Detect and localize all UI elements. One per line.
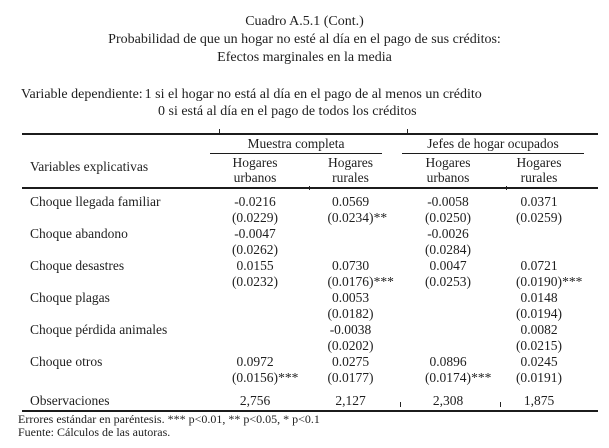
table-row-se <box>22 338 598 354</box>
value-cell <box>303 226 398 242</box>
value-cell <box>398 322 498 338</box>
row-label: Choque abandono <box>30 226 128 241</box>
value-cell: 0.0972 <box>236 354 274 369</box>
table-row-se <box>22 370 598 386</box>
se-cell: (0.0234) ** <box>327 210 388 225</box>
row-label: Choque pérdida animales <box>30 322 168 337</box>
row-label: Choque llegada familiar <box>30 194 161 209</box>
footnote-source: Fuente: Cálculos de las autoras. <box>18 425 171 439</box>
table-row <box>22 194 598 210</box>
se-cell: (0.0202) <box>327 338 374 353</box>
group-header-jefes-ocupados: Jefes de hogar ocupados <box>402 135 584 154</box>
se-cell: (0.0190) *** <box>515 274 583 289</box>
value-cell: 0.0148 <box>520 290 558 305</box>
value-cell: -0.0216 <box>234 194 276 209</box>
se-cell <box>398 338 498 354</box>
se-cell: (0.0176) *** <box>327 274 394 289</box>
se-cell: (0.0259) <box>515 210 563 225</box>
header-spacer <box>22 135 210 154</box>
value-cell: -0.0026 <box>427 226 469 241</box>
se-cell <box>398 306 498 322</box>
table-row-se <box>22 210 598 226</box>
dependent-variable-value2: 0 si está al día en el pago de todos los créditos <box>158 104 417 119</box>
se-cell: (0.0250) <box>424 210 472 225</box>
header-gap <box>382 135 402 154</box>
table-body <box>22 189 598 412</box>
table-row <box>22 258 598 274</box>
group-header-row <box>22 135 598 154</box>
significance-stars: *** <box>373 274 394 289</box>
value-cell: 0.0730 <box>331 258 370 273</box>
value-cell: 0.0896 <box>429 354 467 369</box>
se-cell <box>207 338 303 354</box>
observations-cell: 2,308 <box>432 393 464 408</box>
se-cell: (0.0177) <box>327 370 374 385</box>
footnote-standard-errors: Errores estándar en paréntesis. *** p<0.01, ** p<0.05, * p<0.1 <box>18 412 320 426</box>
value-cell: 0.0053 <box>331 290 370 305</box>
value-cell: 0.0155 <box>236 258 274 273</box>
value-cell <box>398 290 498 306</box>
table-subtitle: Efectos marginales en la media <box>217 50 392 65</box>
se-cell: (0.0182) <box>327 306 374 321</box>
se-cell: (0.0174) *** <box>424 370 492 385</box>
table-row <box>22 290 598 306</box>
value-cell: -0.0038 <box>329 322 372 337</box>
se-cell: (0.0262) <box>231 242 279 257</box>
significance-stars: ** <box>373 210 388 225</box>
value-cell: -0.0047 <box>234 226 276 241</box>
observations-cell: 2,756 <box>239 393 271 408</box>
row-label: Choque desastres <box>30 258 125 273</box>
table-row <box>22 322 598 338</box>
value-cell <box>207 322 303 338</box>
table-row-se <box>22 274 598 290</box>
footnotes <box>18 413 609 439</box>
table-number: Cuadro A.5.1 (Cont.) <box>245 14 364 29</box>
value-cell: 0.0371 <box>520 194 558 209</box>
se-cell: (0.0232) <box>231 274 279 289</box>
dependent-variable-label: Variable dependiente: <box>21 87 143 102</box>
dependent-variable-block <box>0 86 609 120</box>
value-cell: 0.0082 <box>520 322 558 337</box>
value-cell: 0.0245 <box>520 354 558 369</box>
row-label: Observaciones <box>30 393 110 408</box>
se-cell: (0.0284) <box>424 242 472 257</box>
observations-row <box>22 392 598 410</box>
value-cell: 0.0721 <box>520 258 558 273</box>
significance-stars: *** <box>562 274 583 289</box>
dependent-variable-line1 <box>0 86 609 103</box>
row-label: Choque plagas <box>30 290 110 305</box>
se-cell: (0.0194) <box>515 306 563 321</box>
value-cell: 0.0569 <box>331 194 370 209</box>
column-header-variables-explicativas: Variables explicativas <box>30 159 149 174</box>
column-header-rurales-1: Hogares rurales <box>328 155 373 185</box>
table-row <box>22 354 598 370</box>
significance-stars: *** <box>471 370 492 385</box>
observations-cell: 1,875 <box>523 393 555 408</box>
table-row-se <box>22 306 598 322</box>
significance-stars: *** <box>278 370 299 385</box>
value-cell: -0.0058 <box>427 194 469 209</box>
se-cell: (0.0215) <box>515 338 563 353</box>
column-header-urbanos-2: Hogares urbanos <box>425 155 471 185</box>
se-cell: (0.0229) <box>231 210 279 225</box>
title-block <box>0 0 609 67</box>
se-cell: (0.0191) <box>515 370 563 385</box>
table-title: Probabilidad de que un hogar no esté al día en el pago de sus créditos: <box>108 32 501 47</box>
observations-cell: 2,127 <box>335 393 366 408</box>
results-table <box>22 133 598 412</box>
se-cell <box>498 242 580 258</box>
se-cell <box>207 306 303 322</box>
value-cell: 0.0047 <box>429 258 467 273</box>
dependent-variable-value1: 1 si el hogar no está al día en el pago de al menos un crédito <box>144 87 482 102</box>
value-cell <box>498 226 580 242</box>
se-cell: (0.0156) *** <box>231 370 299 385</box>
column-header-rurales-2: Hogares rurales <box>516 155 562 185</box>
table-row <box>22 226 598 242</box>
se-cell: (0.0253) <box>424 274 472 289</box>
column-header-urbanos-1: Hogares urbanos <box>232 155 278 185</box>
table-row-se <box>22 242 598 258</box>
group-header-muestra-completa: Muestra completa <box>210 135 382 154</box>
value-cell <box>207 290 303 306</box>
row-label: Choque otros <box>30 354 103 369</box>
value-cell: 0.0275 <box>331 354 370 369</box>
table-header <box>22 133 598 189</box>
se-cell <box>303 242 398 258</box>
